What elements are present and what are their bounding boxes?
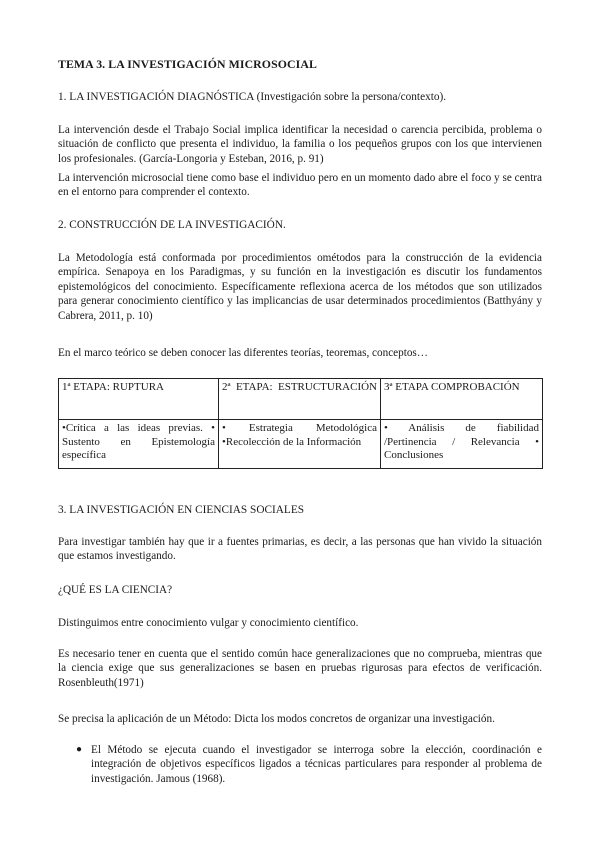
section-3-heading: 3. LA INVESTIGACIÓN EN CIENCIAS SOCIALES: [58, 504, 305, 516]
section-3-paragraph-1: Para investigar también hay que ir a fuentes primarias, es decir, a las personas que han vivido la situación que estamos investigando.: [58, 536, 542, 563]
section-3-paragraph-3: Es necesario tener en cuenta que el sentido común hace generalizaciones que no comprueba, mientras que la ciencia exige que sus generalizaciones se basen en pruebas rigurosas para efectos de verificación. Rosenbleuth(1971): [58, 648, 542, 689]
section-3-paragraph-2: Distinguimos entre conocimiento vulgar y conocimiento científico.: [58, 617, 359, 629]
stage-2-header: 2ª ETAPA: ESTRUCTURACIÓN: [219, 379, 381, 420]
section-2-paragraph-2: En el marco teórico se deben conocer las diferentes teorías, teoremas, conceptos…: [58, 347, 428, 359]
stage-2-content: • Estrategia Metodológica •Recolección de la Información: [219, 420, 381, 469]
section-1-paragraph-2: La intervención microsocial tiene como base el individuo pero en un momento dado abre el foco y se centra en el entorno para comprender el contexto.: [58, 172, 542, 199]
stages-table-body-row: [59, 420, 543, 469]
stages-table-header-row: [59, 379, 543, 420]
stage-1-content: •Crítica a las ideas previas. • Sustento en Epistemología específica: [59, 420, 219, 469]
section-2-heading: 2. CONSTRUCCIÓN DE LA INVESTIGACIÓN.: [58, 219, 286, 231]
stage-1-header: 1ª ETAPA: RUPTURA: [59, 379, 219, 420]
method-bullet-list: [58, 743, 542, 786]
bullet-dot-icon: ●: [76, 744, 83, 755]
science-question-heading: ¿QUÉ ES LA CIENCIA?: [58, 584, 173, 596]
section-3-paragraph-4: Se precisa la aplicación de un Método: Dicta los modos concretos de organizar una investigación.: [58, 713, 495, 725]
section-1-paragraph-1: La intervención desde el Trabajo Social implica identificar la necesidad o carencia percibida, problema o situación de conflicto que presenta el individuo, la familia o los pequeños grupos con los que intervienen los profesionales. (García-Longoria y Esteban, 2016, p. 91): [58, 124, 542, 165]
list-item: [58, 743, 542, 786]
document-title: TEMA 3. LA INVESTIGACIÓN MICROSOCIAL: [58, 57, 317, 71]
section-2-paragraph-1: La Metodología está conformada por procedimientos ométodos para la construcción de la evidencia empírica. Senapoya en los Paradigmas, y su función en la investigación es discutir los fundamentos epistemológicos del conocimiento. Específicamente reflexiona acerca de los métodos que son utilizados para generar conocimiento científico y las implicancias de usar determinados procedimientos (Batthyány y Cabrera, 2011, p. 10): [58, 252, 542, 322]
stage-3-content: • Análisis de fiabilidad /Pertinencia / Relevancia • Conclusiones: [381, 420, 543, 469]
stage-3-header: 3ª ETAPA COMPROBACIÓN: [381, 379, 543, 420]
list-item-text: El Método se ejecuta cuando el investigador se interroga sobre la elección, coordinación e integración de objetivos específicos ligados a técnicas particulares para responder al problema de investigación. Jamous (1968).: [91, 744, 542, 785]
stages-table: [58, 378, 543, 469]
section-1-heading: 1. LA INVESTIGACIÓN DIAGNÓSTICA (Investigación sobre la persona/contexto).: [58, 91, 447, 103]
